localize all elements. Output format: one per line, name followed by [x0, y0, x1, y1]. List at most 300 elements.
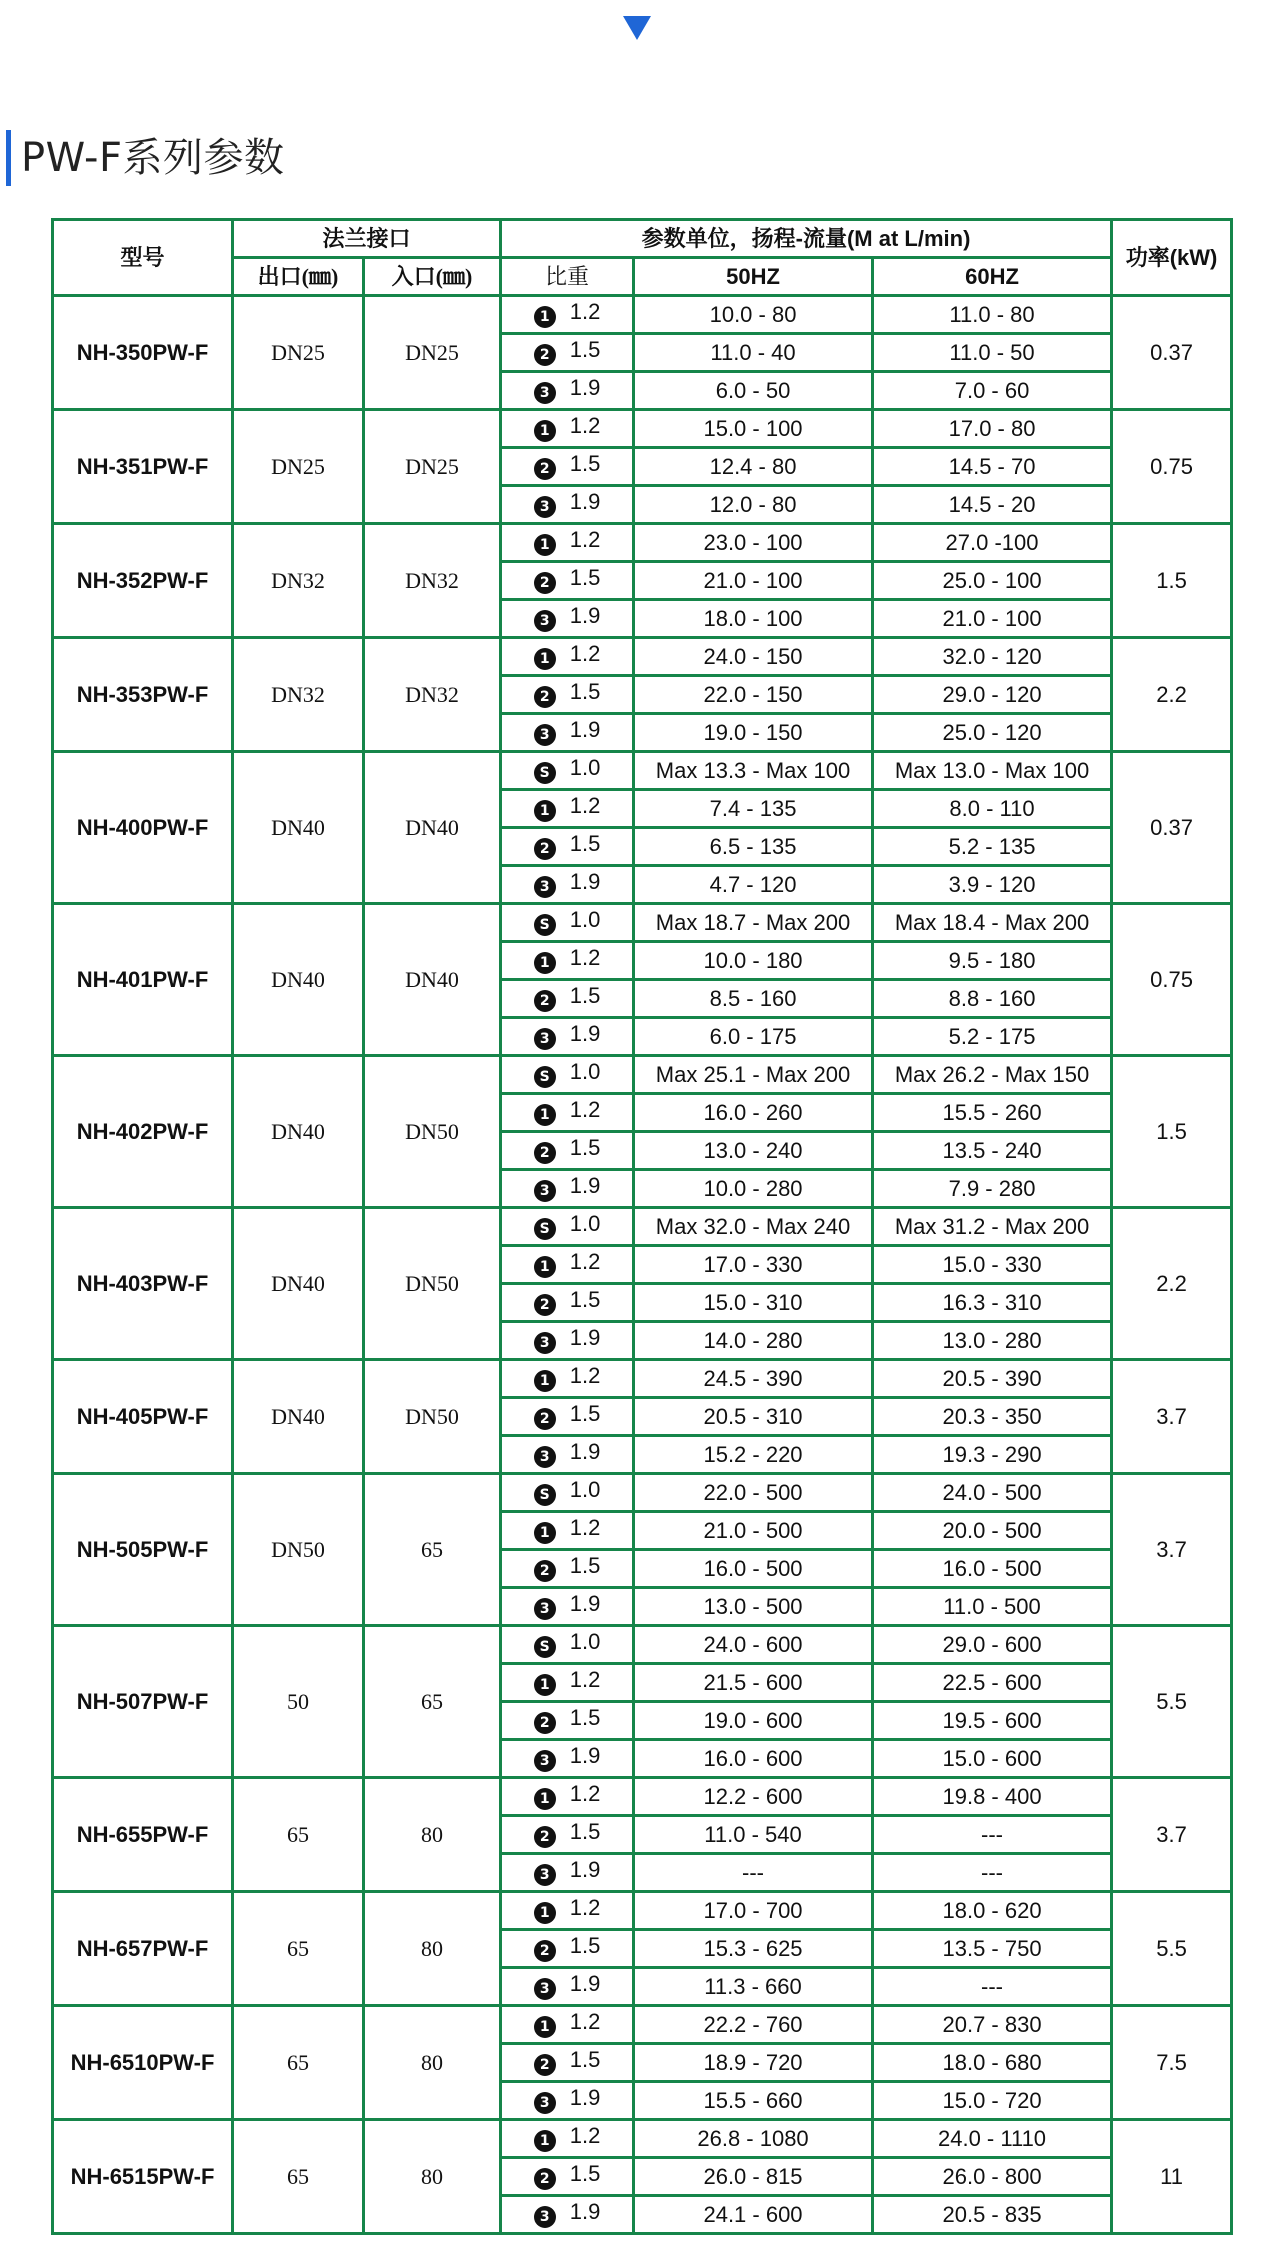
flow-60hz-cell: 15.0 - 720: [873, 2082, 1112, 2120]
specific-gravity-cell: [501, 752, 634, 790]
power-cell: 3.7: [1112, 1778, 1232, 1892]
inlet-cell: DN50: [364, 1208, 501, 1360]
flow-50hz-cell: 16.0 - 500: [634, 1550, 873, 1588]
specific-gravity-cell: [501, 1588, 634, 1626]
outlet-cell: DN50: [233, 1474, 364, 1626]
curve-marker-icon: 3: [534, 1446, 556, 1468]
model-cell: NH-352PW-F: [53, 524, 233, 638]
flow-50hz-cell: 12.2 - 600: [634, 1778, 873, 1816]
curve-marker-icon: 3: [534, 1598, 556, 1620]
flow-50hz-cell: 19.0 - 600: [634, 1702, 873, 1740]
specific-gravity-value: 1.9: [569, 1439, 601, 1464]
specific-gravity-value: 1.9: [569, 2199, 601, 2224]
flow-50hz-cell: 24.0 - 150: [634, 638, 873, 676]
flow-60hz-cell: ---: [873, 1816, 1112, 1854]
flow-60hz-cell: 5.2 - 135: [873, 828, 1112, 866]
curve-marker-icon: 3: [534, 1028, 556, 1050]
curve-marker-icon: 1: [534, 1522, 556, 1544]
curve-marker-icon: 3: [534, 382, 556, 404]
model-cell: NH-507PW-F: [53, 1626, 233, 1778]
outlet-cell: 65: [233, 2006, 364, 2120]
header-50hz: 50HZ: [634, 258, 873, 296]
specific-gravity-value: 1.0: [569, 907, 601, 932]
flow-60hz-cell: 13.0 - 280: [873, 1322, 1112, 1360]
specific-gravity-value: 1.9: [569, 717, 601, 742]
curve-marker-icon: 2: [534, 458, 556, 480]
curve-marker-icon: S: [534, 1218, 556, 1240]
flow-50hz-cell: 24.1 - 600: [634, 2196, 873, 2234]
specific-gravity-value: 1.5: [569, 1819, 601, 1844]
flow-60hz-cell: 7.9 - 280: [873, 1170, 1112, 1208]
model-cell: NH-353PW-F: [53, 638, 233, 752]
curve-marker-icon: 1: [534, 800, 556, 822]
curve-marker-icon: 3: [534, 610, 556, 632]
flow-60hz-cell: 7.0 - 60: [873, 372, 1112, 410]
specific-gravity-cell: [501, 1132, 634, 1170]
inlet-cell: DN32: [364, 638, 501, 752]
specific-gravity-value: 1.0: [569, 1477, 601, 1502]
specific-gravity-value: 1.2: [569, 1895, 601, 1920]
specific-gravity-value: 1.5: [569, 1401, 601, 1426]
table-row: [53, 1626, 1232, 1664]
flow-50hz-cell: Max 25.1 - Max 200: [634, 1056, 873, 1094]
flow-50hz-cell: Max 32.0 - Max 240: [634, 1208, 873, 1246]
specific-gravity-cell: [501, 1056, 634, 1094]
flow-50hz-cell: ---: [634, 1854, 873, 1892]
model-cell: NH-405PW-F: [53, 1360, 233, 1474]
inlet-cell: 80: [364, 1778, 501, 1892]
flow-60hz-cell: 19.5 - 600: [873, 1702, 1112, 1740]
spec-table-body: [53, 296, 1232, 2234]
flow-60hz-cell: 17.0 - 80: [873, 410, 1112, 448]
specific-gravity-cell: [501, 2158, 634, 2196]
header-model: 型号: [53, 220, 233, 296]
header-inlet: 入口(㎜): [364, 258, 501, 296]
specific-gravity-value: 1.2: [569, 413, 601, 438]
table-row: [53, 1778, 1232, 1816]
flow-50hz-cell: Max 13.3 - Max 100: [634, 752, 873, 790]
flow-60hz-cell: ---: [873, 1968, 1112, 2006]
outlet-cell: DN40: [233, 1208, 364, 1360]
inlet-cell: 80: [364, 1892, 501, 2006]
specific-gravity-value: 1.9: [569, 1325, 601, 1350]
specific-gravity-value: 1.0: [569, 1059, 601, 1084]
curve-marker-icon: 1: [534, 420, 556, 442]
specific-gravity-cell: [501, 1930, 634, 1968]
flow-50hz-cell: 26.0 - 815: [634, 2158, 873, 2196]
flow-60hz-cell: 24.0 - 500: [873, 1474, 1112, 1512]
flow-50hz-cell: 16.0 - 600: [634, 1740, 873, 1778]
flow-60hz-cell: 29.0 - 600: [873, 1626, 1112, 1664]
model-cell: NH-400PW-F: [53, 752, 233, 904]
curve-marker-icon: 3: [534, 724, 556, 746]
flow-60hz-cell: 8.8 - 160: [873, 980, 1112, 1018]
curve-marker-icon: S: [534, 1066, 556, 1088]
power-cell: 0.37: [1112, 752, 1232, 904]
flow-60hz-cell: 14.5 - 20: [873, 486, 1112, 524]
outlet-cell: DN40: [233, 1056, 364, 1208]
flow-60hz-cell: 11.0 - 80: [873, 296, 1112, 334]
curve-marker-icon: 2: [534, 990, 556, 1012]
curve-marker-icon: 2: [534, 1826, 556, 1848]
specific-gravity-cell: [501, 1284, 634, 1322]
specific-gravity-value: 1.9: [569, 1743, 601, 1768]
table-row: [53, 1474, 1232, 1512]
inlet-cell: DN32: [364, 524, 501, 638]
down-arrow-icon: [623, 16, 651, 40]
curve-marker-icon: 3: [534, 1750, 556, 1772]
specific-gravity-value: 1.9: [569, 869, 601, 894]
specific-gravity-value: 1.0: [569, 1629, 601, 1654]
model-cell: NH-350PW-F: [53, 296, 233, 410]
specific-gravity-value: 1.5: [569, 2161, 601, 2186]
table-row: [53, 752, 1232, 790]
flow-60hz-cell: 16.3 - 310: [873, 1284, 1112, 1322]
flow-50hz-cell: 12.4 - 80: [634, 448, 873, 486]
flow-50hz-cell: 26.8 - 1080: [634, 2120, 873, 2158]
outlet-cell: 65: [233, 1778, 364, 1892]
flow-50hz-cell: 6.0 - 50: [634, 372, 873, 410]
flow-50hz-cell: 13.0 - 240: [634, 1132, 873, 1170]
curve-marker-icon: 2: [534, 1712, 556, 1734]
flow-60hz-cell: 32.0 - 120: [873, 638, 1112, 676]
specific-gravity-cell: [501, 562, 634, 600]
flow-60hz-cell: 20.0 - 500: [873, 1512, 1112, 1550]
flow-60hz-cell: 3.9 - 120: [873, 866, 1112, 904]
specific-gravity-cell: [501, 600, 634, 638]
flow-50hz-cell: 16.0 - 260: [634, 1094, 873, 1132]
flow-50hz-cell: 11.3 - 660: [634, 1968, 873, 2006]
specific-gravity-value: 1.9: [569, 1021, 601, 1046]
header-params: 参数单位，扬程-流量(M at L/min): [501, 220, 1112, 258]
specific-gravity-value: 1.2: [569, 641, 601, 666]
inlet-cell: 65: [364, 1626, 501, 1778]
specific-gravity-value: 1.9: [569, 2085, 601, 2110]
flow-60hz-cell: 13.5 - 240: [873, 1132, 1112, 1170]
curve-marker-icon: 1: [534, 1902, 556, 1924]
specific-gravity-value: 1.5: [569, 1135, 601, 1160]
specific-gravity-cell: [501, 1854, 634, 1892]
table-row: [53, 1056, 1232, 1094]
flow-50hz-cell: Max 18.7 - Max 200: [634, 904, 873, 942]
specific-gravity-value: 1.0: [569, 1211, 601, 1236]
table-row: [53, 904, 1232, 942]
inlet-cell: DN40: [364, 904, 501, 1056]
section-title: PW-F系列参数: [6, 130, 285, 186]
specific-gravity-cell: [501, 714, 634, 752]
specific-gravity-value: 1.5: [569, 1553, 601, 1578]
inlet-cell: DN25: [364, 410, 501, 524]
curve-marker-icon: S: [534, 1636, 556, 1658]
model-cell: NH-403PW-F: [53, 1208, 233, 1360]
flow-60hz-cell: 16.0 - 500: [873, 1550, 1112, 1588]
specific-gravity-value: 1.5: [569, 983, 601, 1008]
curve-marker-icon: 2: [534, 838, 556, 860]
model-cell: NH-401PW-F: [53, 904, 233, 1056]
model-cell: NH-6515PW-F: [53, 2120, 233, 2234]
flow-50hz-cell: 10.0 - 80: [634, 296, 873, 334]
power-cell: 7.5: [1112, 2006, 1232, 2120]
power-cell: 0.75: [1112, 410, 1232, 524]
specific-gravity-value: 1.5: [569, 451, 601, 476]
specific-gravity-cell: [501, 296, 634, 334]
flow-50hz-cell: 17.0 - 330: [634, 1246, 873, 1284]
flow-50hz-cell: 22.0 - 150: [634, 676, 873, 714]
flow-60hz-cell: Max 31.2 - Max 200: [873, 1208, 1112, 1246]
flow-50hz-cell: 20.5 - 310: [634, 1398, 873, 1436]
outlet-cell: DN32: [233, 524, 364, 638]
flow-50hz-cell: 15.3 - 625: [634, 1930, 873, 1968]
table-row: [53, 638, 1232, 676]
curve-marker-icon: 1: [534, 1788, 556, 1810]
specific-gravity-cell: [501, 1246, 634, 1284]
flow-60hz-cell: Max 18.4 - Max 200: [873, 904, 1112, 942]
inlet-cell: 80: [364, 2120, 501, 2234]
flow-60hz-cell: 11.0 - 500: [873, 1588, 1112, 1626]
header-outlet: 出口(㎜): [233, 258, 364, 296]
flow-50hz-cell: 6.5 - 135: [634, 828, 873, 866]
specific-gravity-cell: [501, 1702, 634, 1740]
flow-60hz-cell: 5.2 - 175: [873, 1018, 1112, 1056]
specific-gravity-cell: [501, 1664, 634, 1702]
table-row: [53, 2120, 1232, 2158]
specific-gravity-cell: [501, 1322, 634, 1360]
power-cell: 3.7: [1112, 1474, 1232, 1626]
specific-gravity-cell: [501, 980, 634, 1018]
specific-gravity-cell: [501, 1094, 634, 1132]
outlet-cell: DN32: [233, 638, 364, 752]
model-cell: NH-6510PW-F: [53, 2006, 233, 2120]
specific-gravity-cell: [501, 524, 634, 562]
curve-marker-icon: 3: [534, 1864, 556, 1886]
specific-gravity-cell: [501, 828, 634, 866]
flow-60hz-cell: 20.7 - 830: [873, 2006, 1112, 2044]
flow-50hz-cell: 11.0 - 40: [634, 334, 873, 372]
specific-gravity-value: 1.9: [569, 489, 601, 514]
flow-60hz-cell: 22.5 - 600: [873, 1664, 1112, 1702]
flow-50hz-cell: 21.5 - 600: [634, 1664, 873, 1702]
flow-50hz-cell: 6.0 - 175: [634, 1018, 873, 1056]
flow-60hz-cell: 26.0 - 800: [873, 2158, 1112, 2196]
outlet-cell: 50: [233, 1626, 364, 1778]
flow-50hz-cell: 21.0 - 100: [634, 562, 873, 600]
specific-gravity-cell: [501, 1512, 634, 1550]
specific-gravity-value: 1.9: [569, 1971, 601, 1996]
flow-50hz-cell: 12.0 - 80: [634, 486, 873, 524]
curve-marker-icon: 2: [534, 686, 556, 708]
specific-gravity-value: 1.5: [569, 831, 601, 856]
inlet-cell: DN25: [364, 296, 501, 410]
specific-gravity-value: 1.9: [569, 1173, 601, 1198]
curve-marker-icon: 2: [534, 344, 556, 366]
table-row: [53, 2006, 1232, 2044]
specific-gravity-cell: [501, 1626, 634, 1664]
curve-marker-icon: S: [534, 762, 556, 784]
flow-60hz-cell: 9.5 - 180: [873, 942, 1112, 980]
curve-marker-icon: 3: [534, 1332, 556, 1354]
flow-60hz-cell: 15.5 - 260: [873, 1094, 1112, 1132]
header-flange: 法兰接口: [233, 220, 501, 258]
specific-gravity-value: 1.9: [569, 603, 601, 628]
specific-gravity-value: 1.2: [569, 527, 601, 552]
power-cell: 0.75: [1112, 904, 1232, 1056]
specific-gravity-cell: [501, 1816, 634, 1854]
specific-gravity-value: 1.5: [569, 2047, 601, 2072]
specific-gravity-cell: [501, 2196, 634, 2234]
flow-60hz-cell: 13.5 - 750: [873, 1930, 1112, 1968]
curve-marker-icon: 3: [534, 496, 556, 518]
specific-gravity-value: 1.2: [569, 1097, 601, 1122]
inlet-cell: 80: [364, 2006, 501, 2120]
power-cell: 5.5: [1112, 1626, 1232, 1778]
flow-50hz-cell: 10.0 - 280: [634, 1170, 873, 1208]
flow-60hz-cell: ---: [873, 1854, 1112, 1892]
power-cell: 1.5: [1112, 524, 1232, 638]
specific-gravity-cell: [501, 2006, 634, 2044]
table-row: [53, 1360, 1232, 1398]
specific-gravity-cell: [501, 1740, 634, 1778]
specific-gravity-value: 1.5: [569, 337, 601, 362]
flow-50hz-cell: 19.0 - 150: [634, 714, 873, 752]
curve-marker-icon: 2: [534, 572, 556, 594]
specific-gravity-cell: [501, 904, 634, 942]
specific-gravity-value: 1.0: [569, 755, 601, 780]
curve-marker-icon: S: [534, 1484, 556, 1506]
curve-marker-icon: 3: [534, 2092, 556, 2114]
flow-60hz-cell: 15.0 - 600: [873, 1740, 1112, 1778]
specific-gravity-value: 1.2: [569, 2009, 601, 2034]
flow-60hz-cell: 20.3 - 350: [873, 1398, 1112, 1436]
specific-gravity-cell: [501, 1170, 634, 1208]
specific-gravity-value: 1.2: [569, 1515, 601, 1540]
header-sg: 比重: [501, 258, 634, 296]
outlet-cell: DN40: [233, 904, 364, 1056]
specific-gravity-cell: [501, 676, 634, 714]
flow-50hz-cell: 24.0 - 600: [634, 1626, 873, 1664]
flow-50hz-cell: 11.0 - 540: [634, 1816, 873, 1854]
table-row: [53, 524, 1232, 562]
flow-50hz-cell: 21.0 - 500: [634, 1512, 873, 1550]
flow-60hz-cell: 8.0 - 110: [873, 790, 1112, 828]
flow-50hz-cell: 15.5 - 660: [634, 2082, 873, 2120]
flow-60hz-cell: 29.0 - 120: [873, 676, 1112, 714]
flow-50hz-cell: 8.5 - 160: [634, 980, 873, 1018]
curve-marker-icon: 1: [534, 2130, 556, 2152]
flow-60hz-cell: 20.5 - 390: [873, 1360, 1112, 1398]
outlet-cell: 65: [233, 1892, 364, 2006]
inlet-cell: DN50: [364, 1360, 501, 1474]
outlet-cell: DN40: [233, 752, 364, 904]
power-cell: 2.2: [1112, 1208, 1232, 1360]
specific-gravity-value: 1.9: [569, 375, 601, 400]
specific-gravity-cell: [501, 1208, 634, 1246]
specific-gravity-value: 1.5: [569, 679, 601, 704]
spec-table: [51, 218, 1233, 2235]
specific-gravity-value: 1.2: [569, 1667, 601, 1692]
flow-50hz-cell: 17.0 - 700: [634, 1892, 873, 1930]
flow-60hz-cell: 25.0 - 120: [873, 714, 1112, 752]
specific-gravity-cell: [501, 942, 634, 980]
flow-60hz-cell: 18.0 - 620: [873, 1892, 1112, 1930]
flow-50hz-cell: 15.0 - 100: [634, 410, 873, 448]
specific-gravity-cell: [501, 2120, 634, 2158]
flow-50hz-cell: 14.0 - 280: [634, 1322, 873, 1360]
specific-gravity-value: 1.5: [569, 1705, 601, 1730]
table-row: [53, 1208, 1232, 1246]
specific-gravity-value: 1.2: [569, 299, 601, 324]
power-cell: 1.5: [1112, 1056, 1232, 1208]
flow-50hz-cell: 15.0 - 310: [634, 1284, 873, 1322]
specific-gravity-cell: [501, 1398, 634, 1436]
curve-marker-icon: 1: [534, 952, 556, 974]
flow-60hz-cell: 19.8 - 400: [873, 1778, 1112, 1816]
specific-gravity-value: 1.2: [569, 1363, 601, 1388]
table-row: [53, 1892, 1232, 1930]
specific-gravity-value: 1.5: [569, 1933, 601, 1958]
flow-60hz-cell: 14.5 - 70: [873, 448, 1112, 486]
flow-50hz-cell: 23.0 - 100: [634, 524, 873, 562]
flow-60hz-cell: Max 13.0 - Max 100: [873, 752, 1112, 790]
specific-gravity-cell: [501, 1778, 634, 1816]
inlet-cell: DN40: [364, 752, 501, 904]
flow-60hz-cell: Max 26.2 - Max 150: [873, 1056, 1112, 1094]
flow-50hz-cell: 24.5 - 390: [634, 1360, 873, 1398]
flow-50hz-cell: 10.0 - 180: [634, 942, 873, 980]
flow-50hz-cell: 7.4 - 135: [634, 790, 873, 828]
flow-60hz-cell: 11.0 - 50: [873, 334, 1112, 372]
header-60hz: 60HZ: [873, 258, 1112, 296]
flow-50hz-cell: 4.7 - 120: [634, 866, 873, 904]
specific-gravity-cell: [501, 334, 634, 372]
specific-gravity-cell: [501, 2044, 634, 2082]
specific-gravity-value: 1.2: [569, 793, 601, 818]
curve-marker-icon: 2: [534, 1560, 556, 1582]
flow-60hz-cell: 25.0 - 100: [873, 562, 1112, 600]
model-cell: NH-655PW-F: [53, 1778, 233, 1892]
specific-gravity-value: 1.9: [569, 1857, 601, 1882]
outlet-cell: DN25: [233, 410, 364, 524]
power-cell: 5.5: [1112, 1892, 1232, 2006]
curve-marker-icon: 2: [534, 2054, 556, 2076]
specific-gravity-cell: [501, 1550, 634, 1588]
curve-marker-icon: 2: [534, 1294, 556, 1316]
model-cell: NH-351PW-F: [53, 410, 233, 524]
curve-marker-icon: 3: [534, 1180, 556, 1202]
outlet-cell: DN40: [233, 1360, 364, 1474]
flow-50hz-cell: 22.0 - 500: [634, 1474, 873, 1512]
curve-marker-icon: 1: [534, 1256, 556, 1278]
flow-60hz-cell: 15.0 - 330: [873, 1246, 1112, 1284]
model-cell: NH-402PW-F: [53, 1056, 233, 1208]
specific-gravity-cell: [501, 638, 634, 676]
specific-gravity-value: 1.2: [569, 2123, 601, 2148]
inlet-cell: DN50: [364, 1056, 501, 1208]
specific-gravity-cell: [501, 486, 634, 524]
specific-gravity-value: 1.9: [569, 1591, 601, 1616]
specific-gravity-cell: [501, 448, 634, 486]
flow-60hz-cell: 19.3 - 290: [873, 1436, 1112, 1474]
specific-gravity-cell: [501, 372, 634, 410]
specific-gravity-cell: [501, 410, 634, 448]
flow-50hz-cell: 15.2 - 220: [634, 1436, 873, 1474]
model-cell: NH-505PW-F: [53, 1474, 233, 1626]
specific-gravity-cell: [501, 1474, 634, 1512]
table-row: [53, 296, 1232, 334]
specific-gravity-value: 1.5: [569, 1287, 601, 1312]
curve-marker-icon: 1: [534, 1674, 556, 1696]
curve-marker-icon: 1: [534, 306, 556, 328]
specific-gravity-value: 1.2: [569, 945, 601, 970]
